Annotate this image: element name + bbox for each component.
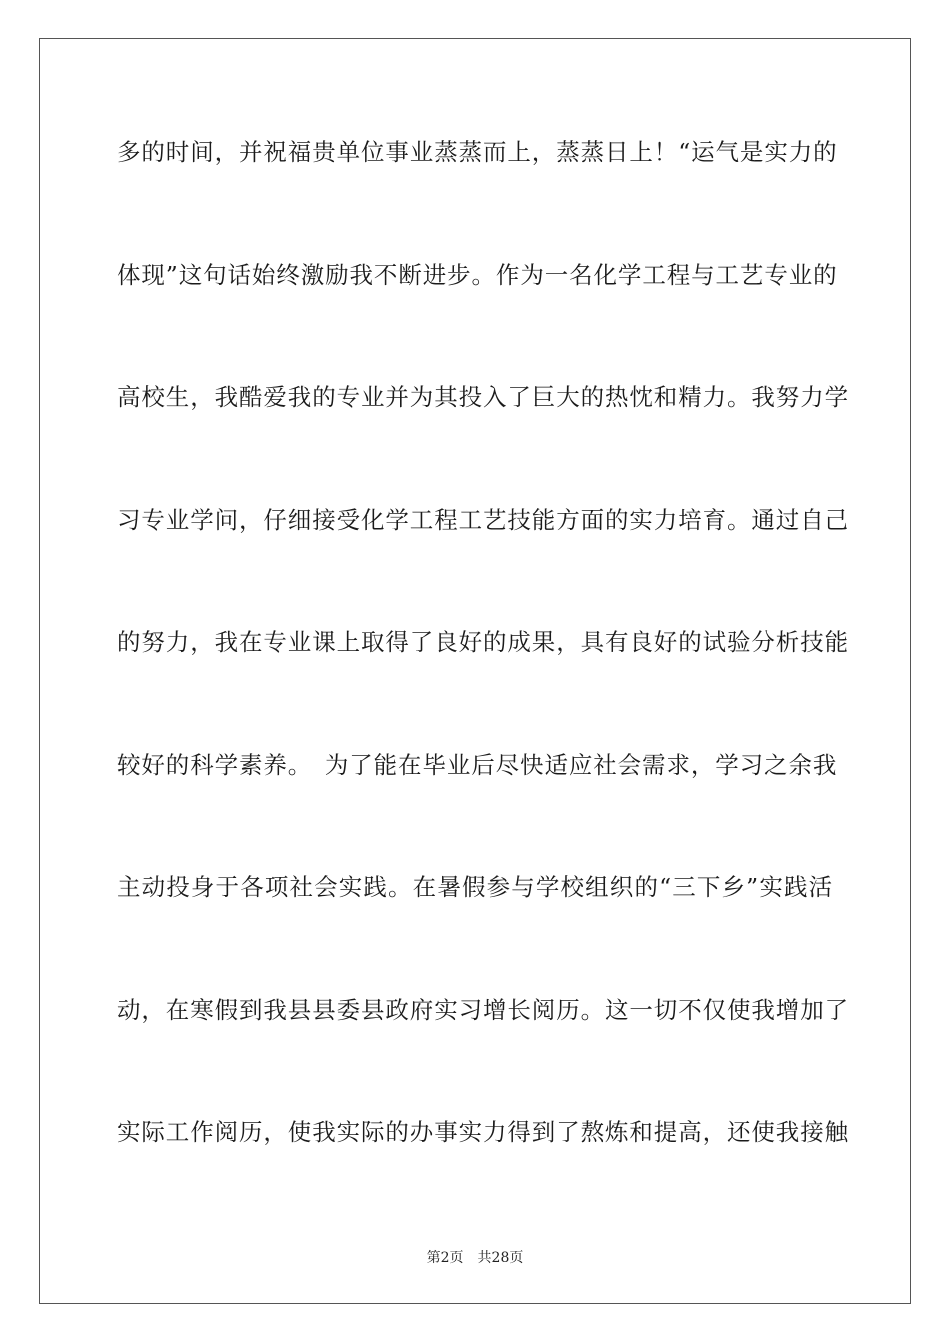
text-line-1: 多的时间，并祝福贵单位事业蒸蒸而上，蒸蒸日上！“运气是实力的 — [117, 138, 838, 166]
text-line-7: 主动投身于各项社会实践。在暑假参与学校组织的“三下乡”实践活 — [117, 873, 833, 901]
page-number-footer: 第2页 共28页 — [426, 1250, 524, 1266]
text-line-9: 实际工作阅历，使我实际的办事实力得到了熬炼和提高，还使我接触 — [117, 1118, 849, 1146]
text-line-4: 习专业学问，仔细接受化学工程工艺技能方面的实力培育。通过自己 — [117, 505, 849, 534]
body-text — [117, 128, 849, 1231]
text-line-2: 体现”这句话始终激励我不断进步。作为一名化学工程与工艺专业的 — [117, 260, 838, 289]
text-line-8: 动，在寒假到我县县委县政府实习增长阅历。这一切不仅使我增加了 — [117, 995, 849, 1024]
text-line-5: 的努力，我在专业课上取得了良好的成果，具有良好的试验分析技能 — [117, 628, 849, 656]
text-line-6: 较好的科学素养。 为了能在毕业后尽快适应社会需求，学习之余我 — [117, 750, 838, 779]
text-line-3: 高校生，我酷爱我的专业并为其投入了巨大的热忱和精力。我努力学 — [117, 383, 849, 411]
